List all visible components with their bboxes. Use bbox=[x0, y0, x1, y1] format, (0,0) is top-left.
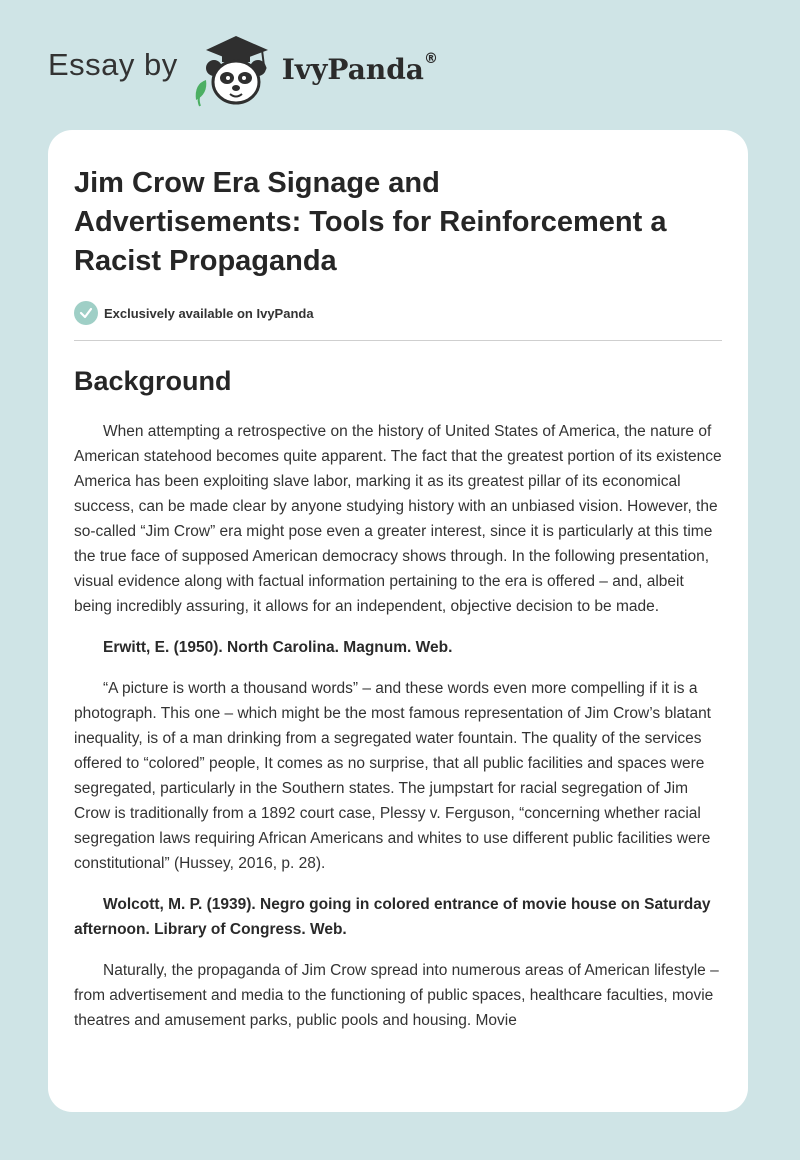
title-divider bbox=[74, 340, 722, 341]
essay-by-label: Essay by bbox=[48, 47, 178, 82]
reference-erwitt: Erwitt, E. (1950). North Carolina. Magnum. Web. bbox=[103, 639, 453, 656]
section-heading-background: Background bbox=[74, 366, 232, 396]
exclusive-badge bbox=[74, 301, 722, 325]
registered-mark: ® bbox=[423, 50, 438, 67]
paragraph-2: “A picture is worth a thousand words” – and these words even more compelling if it is a photograph. This one – which might be the most famous representation of Jim Crow’s blatant inequality, is of a man drinking from a segregated water fountain. The quality of the services offered to “colored” people, It comes as no surprise, that all public facilities and spaces were segregated, particularly in the Southern states. The jumpstart for racial segregation of Jim Crow is traditionally from a 1892 court case, Plessy v. Ferguson, “concerning whether racial segregation laws requiring African Americans and whites to use different public facilities were constitutional” (Hussey, 2016, p. 28). bbox=[74, 680, 711, 872]
panda-logo-icon[interactable] bbox=[192, 28, 276, 108]
brand-name[interactable]: IvyPanda® bbox=[281, 50, 438, 86]
essay-title: Jim Crow Era Signage and Advertisements: Tools for Reinforcement a Racist Propaganda bbox=[74, 167, 667, 277]
site-header bbox=[48, 28, 438, 108]
paragraph-1: When attempting a retrospective on the history of United States of America, the nature of American statehood becomes quite apparent. The fact that the greatest portion of its existence America has been exploiting slave labor, marking it as its greatest pillar of its economical success, can be made clear by anyone studying history with an unbiased vision. However, the so-called “Jim Crow” era might pose even a greater interest, since it is particularly at this time the true face of supposed American democracy shows through. In the following presentation, visual evidence along with factual information pertaining to the era is offered – and, albeit being incredibly assuring, it allows for an independent, objective decision to be made. bbox=[74, 423, 722, 615]
paragraph-3: Naturally, the propaganda of Jim Crow spread into numerous areas of American lifestyle – from advertisement and media to the functioning of public spaces, healthcare faculties, movie theatres and amusement parks, public pools and housing. Movie bbox=[74, 962, 719, 1029]
essay-card bbox=[48, 130, 748, 1112]
check-circle-icon bbox=[74, 301, 98, 325]
reference-wolcott: Wolcott, M. P. (1939). Negro going in colored entrance of movie house on Saturday afternoon. Library of Congress. Web. bbox=[74, 896, 711, 938]
exclusive-badge-label: Exclusively available on IvyPanda bbox=[104, 305, 314, 321]
